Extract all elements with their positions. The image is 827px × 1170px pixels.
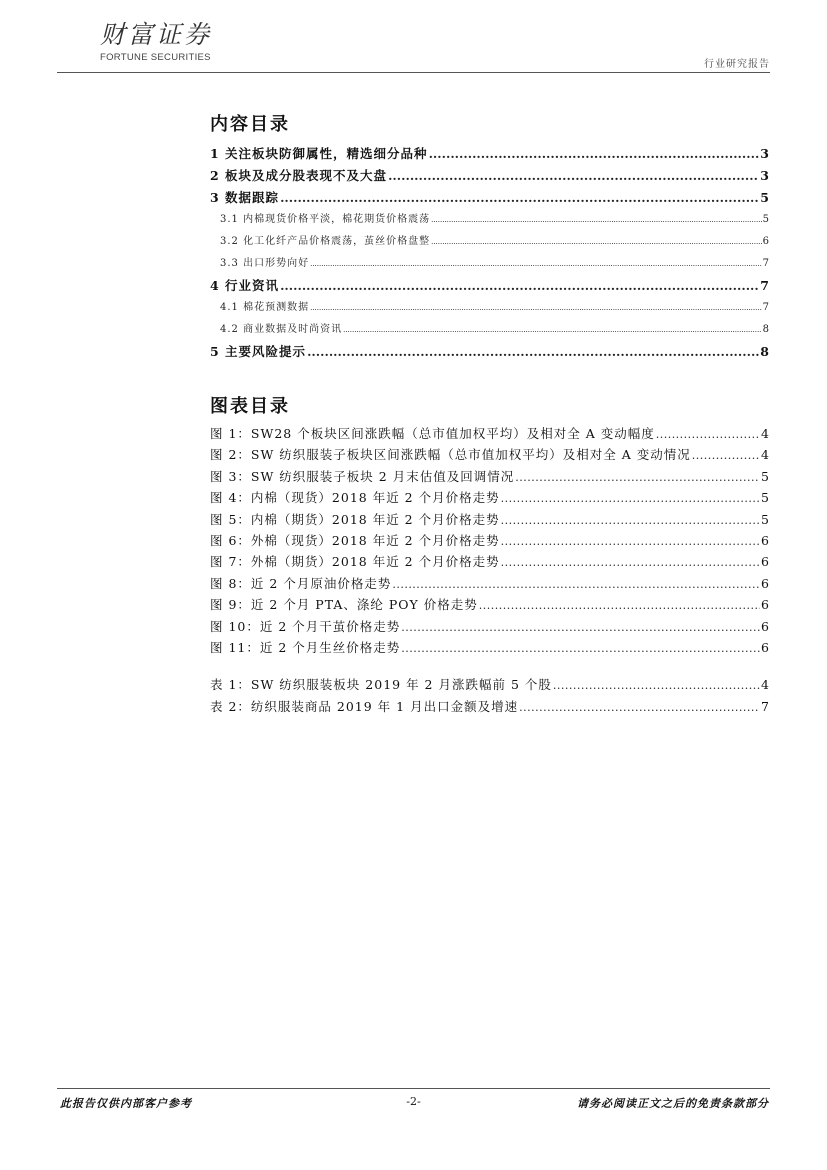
toc-entry-page: 7 (762, 258, 770, 269)
toc-entry-page: 6 (762, 236, 770, 247)
toc-entry-page: 3 (760, 168, 770, 183)
leader-dots (501, 514, 760, 527)
toc-entry-page: 5 (762, 214, 770, 225)
toc-subentry[interactable] (210, 298, 770, 320)
table-entry-page: 7 (761, 698, 770, 714)
leader-dots (515, 471, 760, 484)
figure-entry-label: 图 9：近 2 个月 PTA、涤纶 POY 价格走势 (210, 597, 478, 613)
toc-entry-label: 1 关注板块防御属性，精选细分品种 (210, 146, 428, 161)
table-entry[interactable] (210, 675, 770, 696)
figures-list (210, 424, 770, 718)
contents-title: 内容目录 (210, 114, 290, 135)
footer-disclaimer-left: 此报告仅供内部客户参考 (60, 1097, 192, 1110)
toc-subentry[interactable] (210, 320, 770, 342)
toc-entry[interactable] (210, 342, 770, 364)
page-number: -2- (406, 1095, 421, 1108)
footer-disclaimer-right: 请务必阅读正文之后的免责条款部分 (577, 1097, 769, 1110)
toc-subentry[interactable] (210, 254, 770, 276)
figure-entry-page: 5 (761, 490, 770, 506)
figure-entry-page: 6 (761, 618, 770, 634)
toc-entry-label: 4.2 商业数据及时尚资讯 (220, 324, 343, 335)
logo-chinese-name: 财富证券 (100, 20, 213, 49)
table-entry[interactable] (210, 697, 770, 718)
report-type: 行业研究报告 (704, 59, 770, 70)
figure-entry-page: 4 (761, 447, 770, 463)
figure-entry-page: 6 (761, 554, 770, 570)
figure-entry-page: 6 (761, 575, 770, 591)
figure-entry-page: 5 (761, 511, 770, 527)
leader-dots (307, 344, 759, 359)
figure-entry-page: 6 (761, 597, 770, 613)
leader-dots (479, 599, 760, 612)
toc-entry[interactable] (210, 188, 770, 210)
figure-entry[interactable] (210, 445, 770, 466)
toc-entry-label: 2 板块及成分股表现不及大盘 (210, 168, 388, 183)
figure-entry[interactable] (210, 531, 770, 552)
toc-entry[interactable] (210, 166, 770, 188)
table-entry-page: 4 (761, 677, 770, 693)
figure-entry-page: 5 (761, 468, 770, 484)
figure-entry-label: 图 11：近 2 个月生丝价格走势 (210, 639, 401, 655)
figure-entry-label: 图 1：SW28 个板块区间涨跌幅（总市值加权平均）及相对全 A 变动幅度 (210, 426, 655, 441)
leader-dots (553, 679, 760, 692)
toc-entry-label: 3 数据跟踪 (210, 190, 280, 205)
figure-entry[interactable] (210, 510, 770, 531)
toc-entry-page: 3 (760, 146, 770, 161)
figure-entry[interactable] (210, 488, 770, 509)
toc-entry-label: 4 行业资讯 (210, 278, 280, 293)
company-logo (100, 20, 212, 63)
figure-entry-label: 图 6：外棉（现货）2018 年近 2 个月价格走势 (210, 532, 500, 548)
figure-entry-page: 6 (761, 532, 770, 548)
leader-dots (501, 492, 760, 505)
leader-dots (501, 556, 760, 569)
leader-dots (310, 260, 762, 268)
toc-entry-label: 5 主要风险提示 (210, 344, 307, 359)
figure-entry[interactable] (210, 595, 770, 616)
footer-divider (57, 1088, 770, 1089)
leader-dots (280, 278, 759, 293)
leader-dots (692, 449, 760, 462)
list-spacer (210, 659, 770, 675)
toc-subentry[interactable] (210, 210, 770, 232)
figure-entry[interactable] (210, 424, 770, 445)
figure-entry-page: 6 (761, 639, 770, 655)
figure-entry-label: 图 4：内棉（现货）2018 年近 2 个月价格走势 (210, 490, 500, 506)
toc-subentry[interactable] (210, 232, 770, 254)
leader-dots (343, 326, 762, 334)
figure-entry-label: 图 7：外棉（期货）2018 年近 2 个月价格走势 (210, 554, 500, 570)
figure-entry[interactable] (210, 467, 770, 488)
leader-dots (431, 238, 762, 246)
toc-entry[interactable] (210, 144, 770, 166)
header-divider (57, 72, 770, 73)
figure-entry-label: 图 8：近 2 个月原油价格走势 (210, 575, 392, 591)
logo-english-name: FORTUNE SECURITIES (100, 52, 211, 63)
leader-dots (401, 642, 760, 655)
toc-entry-page: 5 (760, 190, 770, 205)
leader-dots (310, 304, 762, 312)
leader-dots (392, 578, 760, 591)
leader-dots (388, 168, 759, 183)
table-entry-label: 表 2：纺织服装商品 2019 年 1 月出口金额及增速 (210, 698, 519, 714)
figure-entry[interactable] (210, 552, 770, 573)
toc-entry-label: 3.1 内棉现货价格平淡，棉花期货价格震荡 (220, 214, 431, 225)
figure-entry-page: 4 (761, 426, 770, 441)
figure-entry-label: 图 3：SW 纺织服装子板块 2 月末估值及回调情况 (210, 468, 515, 484)
toc-entry-page: 8 (762, 324, 770, 335)
leader-dots (429, 146, 760, 161)
leader-dots (401, 621, 760, 634)
figure-entry-label: 图 2：SW 纺织服装子板块区间涨跌幅（总市值加权平均）及相对全 A 变动情况 (210, 447, 691, 463)
toc-entry-page: 7 (762, 302, 770, 313)
figure-entry[interactable] (210, 617, 770, 638)
toc-entry-label: 3.3 出口形势向好 (220, 258, 310, 269)
figure-entry-label: 图 5：内棉（期货）2018 年近 2 个月价格走势 (210, 511, 500, 527)
leader-dots (431, 216, 762, 224)
toc-entry-page: 8 (760, 344, 770, 359)
table-entry-label: 表 1：SW 纺织服装板块 2019 年 2 月涨跌幅前 5 个股 (210, 677, 552, 693)
leader-dots (501, 535, 760, 548)
figures-title: 图表目录 (210, 396, 290, 417)
toc-entry-label: 4.1 棉花预测数据 (220, 302, 310, 313)
contents-list (210, 144, 770, 364)
figure-entry[interactable] (210, 638, 770, 659)
figure-entry[interactable] (210, 574, 770, 595)
leader-dots (519, 701, 760, 714)
toc-entry-label: 3.2 化工化纤产品价格震荡，茧丝价格盘整 (220, 236, 431, 247)
toc-entry[interactable] (210, 276, 770, 298)
figure-entry-label: 图 10：近 2 个月干茧价格走势 (210, 618, 401, 634)
leader-dots (280, 190, 759, 205)
toc-entry-page: 7 (760, 278, 770, 293)
leader-dots (656, 428, 760, 441)
